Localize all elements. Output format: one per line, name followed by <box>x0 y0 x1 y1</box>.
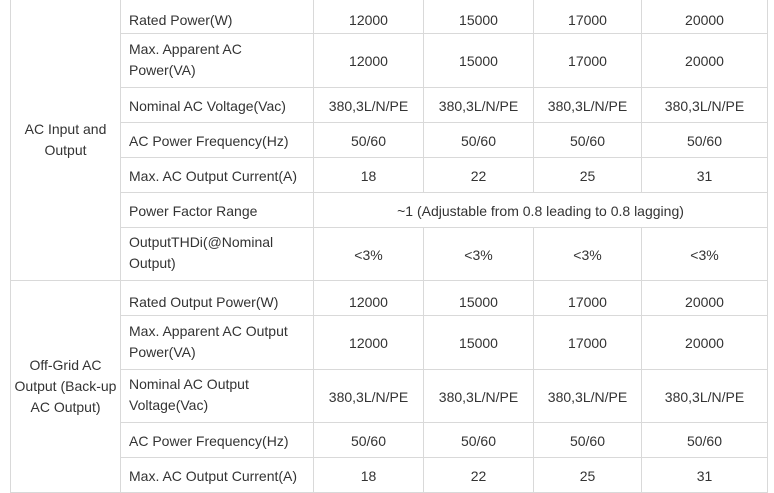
param-label: AC Power Frequency(Hz) <box>121 423 314 458</box>
value-cell: 50/60 <box>424 123 534 158</box>
table-row <box>11 316 768 370</box>
param-label: Max. AC Output Current(A) <box>121 458 314 493</box>
table-row <box>11 458 768 493</box>
value-cell: 25 <box>534 158 642 193</box>
table-row <box>11 34 768 88</box>
value-cell: 50/60 <box>642 123 768 158</box>
table-row <box>11 123 768 158</box>
value-cell: 380,3L/N/PE <box>424 88 534 123</box>
value-cell: 50/60 <box>642 423 768 458</box>
param-label: Max. AC Output Current(A) <box>121 158 314 193</box>
param-label: Max. Apparent AC Power(VA) <box>121 34 314 88</box>
value-cell: <3% <box>424 228 534 281</box>
value-cell: 17000 <box>534 34 642 88</box>
value-cell: 17000 <box>534 316 642 370</box>
spec-table <box>10 0 768 493</box>
value-cell: 31 <box>642 158 768 193</box>
value-cell: 380,3L/N/PE <box>642 370 768 423</box>
group-label-text: AC Input and Output <box>24 120 107 158</box>
group-label-text: Off-Grid AC Output (Back-up AC Output) <box>14 357 117 415</box>
value-cell: 380,3L/N/PE <box>314 370 424 423</box>
value-cell: 20000 <box>642 34 768 88</box>
value-cell: 12000 <box>314 316 424 370</box>
value-cell: 22 <box>424 458 534 493</box>
value-cell: 17000 <box>534 281 642 316</box>
param-label: Rated Power(W) <box>121 0 314 34</box>
value-cell: 50/60 <box>534 123 642 158</box>
value-cell: 380,3L/N/PE <box>642 88 768 123</box>
table-row <box>11 228 768 281</box>
param-label: AC Power Frequency(Hz) <box>121 123 314 158</box>
value-cell: 15000 <box>424 34 534 88</box>
table-row <box>11 88 768 123</box>
value-cell: 31 <box>642 458 768 493</box>
table-row <box>11 0 768 34</box>
param-label: OutputTHDi(@Nominal Output) <box>121 228 314 281</box>
param-label: Power Factor Range <box>121 193 314 228</box>
table-row <box>11 370 768 423</box>
value-cell: <3% <box>534 228 642 281</box>
value-cell: 25 <box>534 458 642 493</box>
value-cell: 15000 <box>424 281 534 316</box>
value-cell: 20000 <box>642 281 768 316</box>
value-cell: 380,3L/N/PE <box>314 88 424 123</box>
param-label: Nominal AC Output Voltage(Vac) <box>121 370 314 423</box>
value-cell: 50/60 <box>314 123 424 158</box>
param-label: Rated Output Power(W) <box>121 281 314 316</box>
value-cell: 22 <box>424 158 534 193</box>
value-cell: 380,3L/N/PE <box>424 370 534 423</box>
value-cell: 12000 <box>314 0 424 34</box>
value-cell: 12000 <box>314 281 424 316</box>
value-cell: 20000 <box>642 316 768 370</box>
param-label: Nominal AC Voltage(Vac) <box>121 88 314 123</box>
power-factor-range-value: ~1 (Adjustable from 0.8 leading to 0.8 lagging) <box>314 193 768 228</box>
group-label-ac-input-output <box>11 0 121 281</box>
value-cell: 15000 <box>424 316 534 370</box>
table-row <box>11 193 768 228</box>
value-cell: <3% <box>642 228 768 281</box>
table-row <box>11 423 768 458</box>
value-cell: 380,3L/N/PE <box>534 370 642 423</box>
table-row <box>11 158 768 193</box>
value-cell: 20000 <box>642 0 768 34</box>
group-label-off-grid-output <box>11 281 121 493</box>
value-cell: 50/60 <box>314 423 424 458</box>
param-label: Max. Apparent AC Output Power(VA) <box>121 316 314 370</box>
value-cell: 12000 <box>314 34 424 88</box>
value-cell: 17000 <box>534 0 642 34</box>
value-cell: 15000 <box>424 0 534 34</box>
value-cell: <3% <box>314 228 424 281</box>
table-row <box>11 281 768 316</box>
value-cell: 380,3L/N/PE <box>534 88 642 123</box>
value-cell: 50/60 <box>424 423 534 458</box>
value-cell: 18 <box>314 458 424 493</box>
value-cell: 50/60 <box>534 423 642 458</box>
value-cell: 18 <box>314 158 424 193</box>
